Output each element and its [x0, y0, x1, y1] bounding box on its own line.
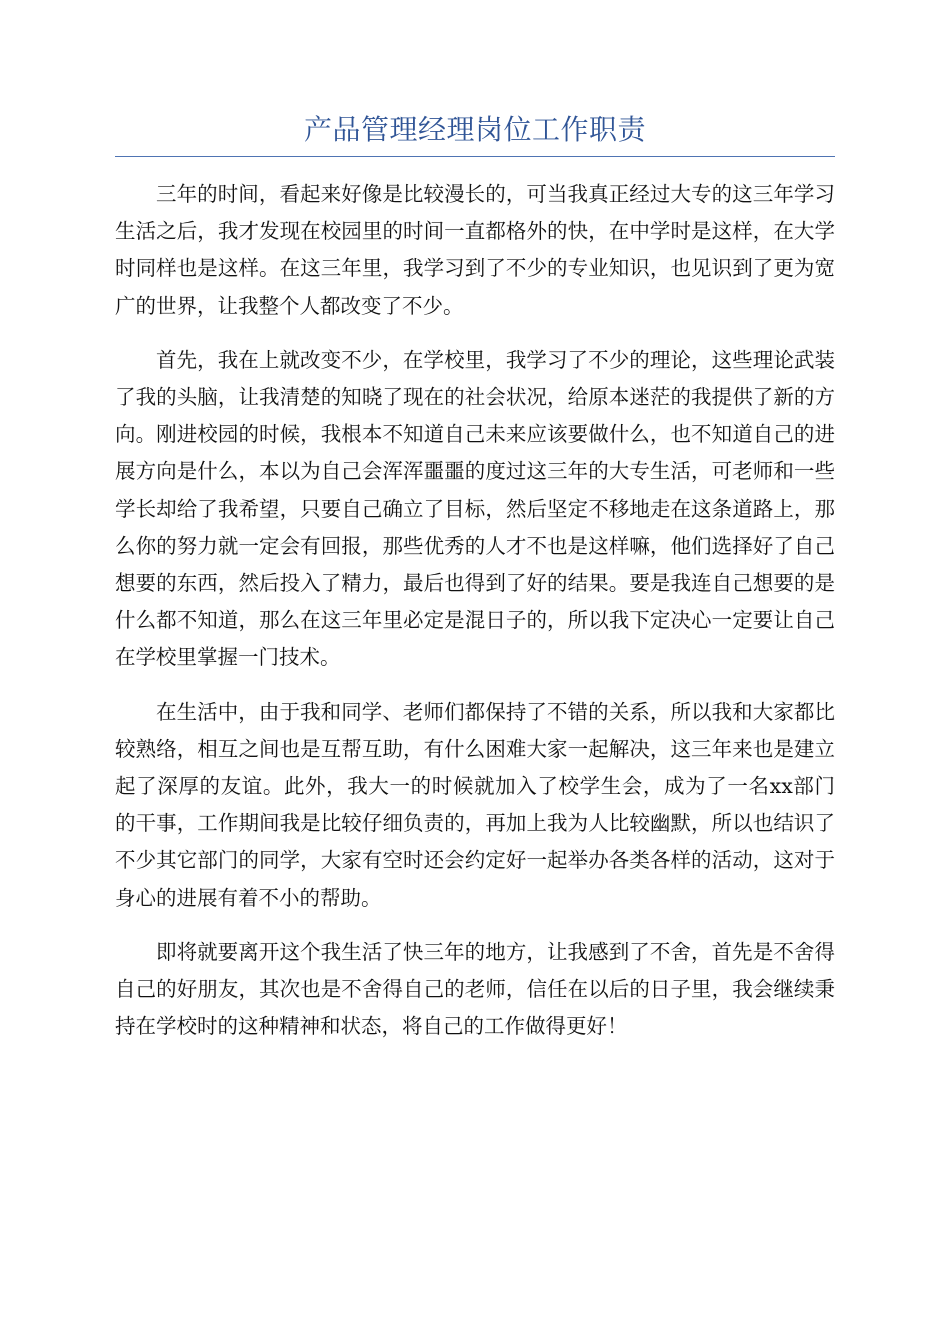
paragraph-3: 在生活中，由于我和同学、老师们都保持了不错的关系，所以我和大家都比较熟络，相互之间也是互帮互助，有什么困难大家一起解决，这三年来也是建立起了深厚的友谊。此外，我大一的时候就加入了校学生会，成为了一名xx部门的干事，工作期间我是比较仔细负责的，再加上我为人比较幽默，所以也结识了不少其它部门的同学，大家有空时还会约定好一起举办各类各样的活动，这对于身心的进展有着不小的帮助。 [115, 699, 835, 910]
paragraph-1: 三年的时间，看起来好像是比较漫长的，可当我真正经过大专的这三年学习生活之后，我才发现在校园里的时间一直都格外的快，在中学时是这样，在大学时同样也是这样。在这三年里，我学习到了不少的专业知识，也见识到了更为宽广的世界，让我整个人都改变了不少。 [115, 182, 835, 318]
document-title: 产品管理经理岗位工作职责 [303, 113, 646, 146]
paragraph-2: 首先，我在上就改变不少，在学校里，我学习了不少的理论，这些理论武装了我的头脑，让我清楚的知晓了现在的社会状况，给原本迷茫的我提供了新的方向。刚进校园的时候，我根本不知道自己未来应该要做什么，也不知道自己的进展方向是什么，本以为自己会浑浑噩噩的度过这三年的大专生活，可老师和一些学长却给了我希望，只要自己确立了目标，然后坚定不移地走在这条道路上，那么你的努力就一定会有回报，那些优秀的人才不也是这样嘛，他们选择好了自己想要的东西，然后投入了精力，最后也得到了好的结果。要是我连自己想要的是什么都不知道，那么在这三年里必定是混日子的，所以我下定决心一定要让自己在学校里掌握一门技术。 [115, 347, 835, 670]
title-block [115, 110, 835, 157]
paragraph-4: 即将就要离开这个我生活了快三年的地方，让我感到了不舍，首先是不舍得自己的好朋友，其次也是不舍得自己的老师，信任在以后的日子里，我会继续秉持在学校时的这种精神和状态，将自己的工作做得更好！ [115, 939, 835, 1039]
document-body [115, 176, 835, 1062]
